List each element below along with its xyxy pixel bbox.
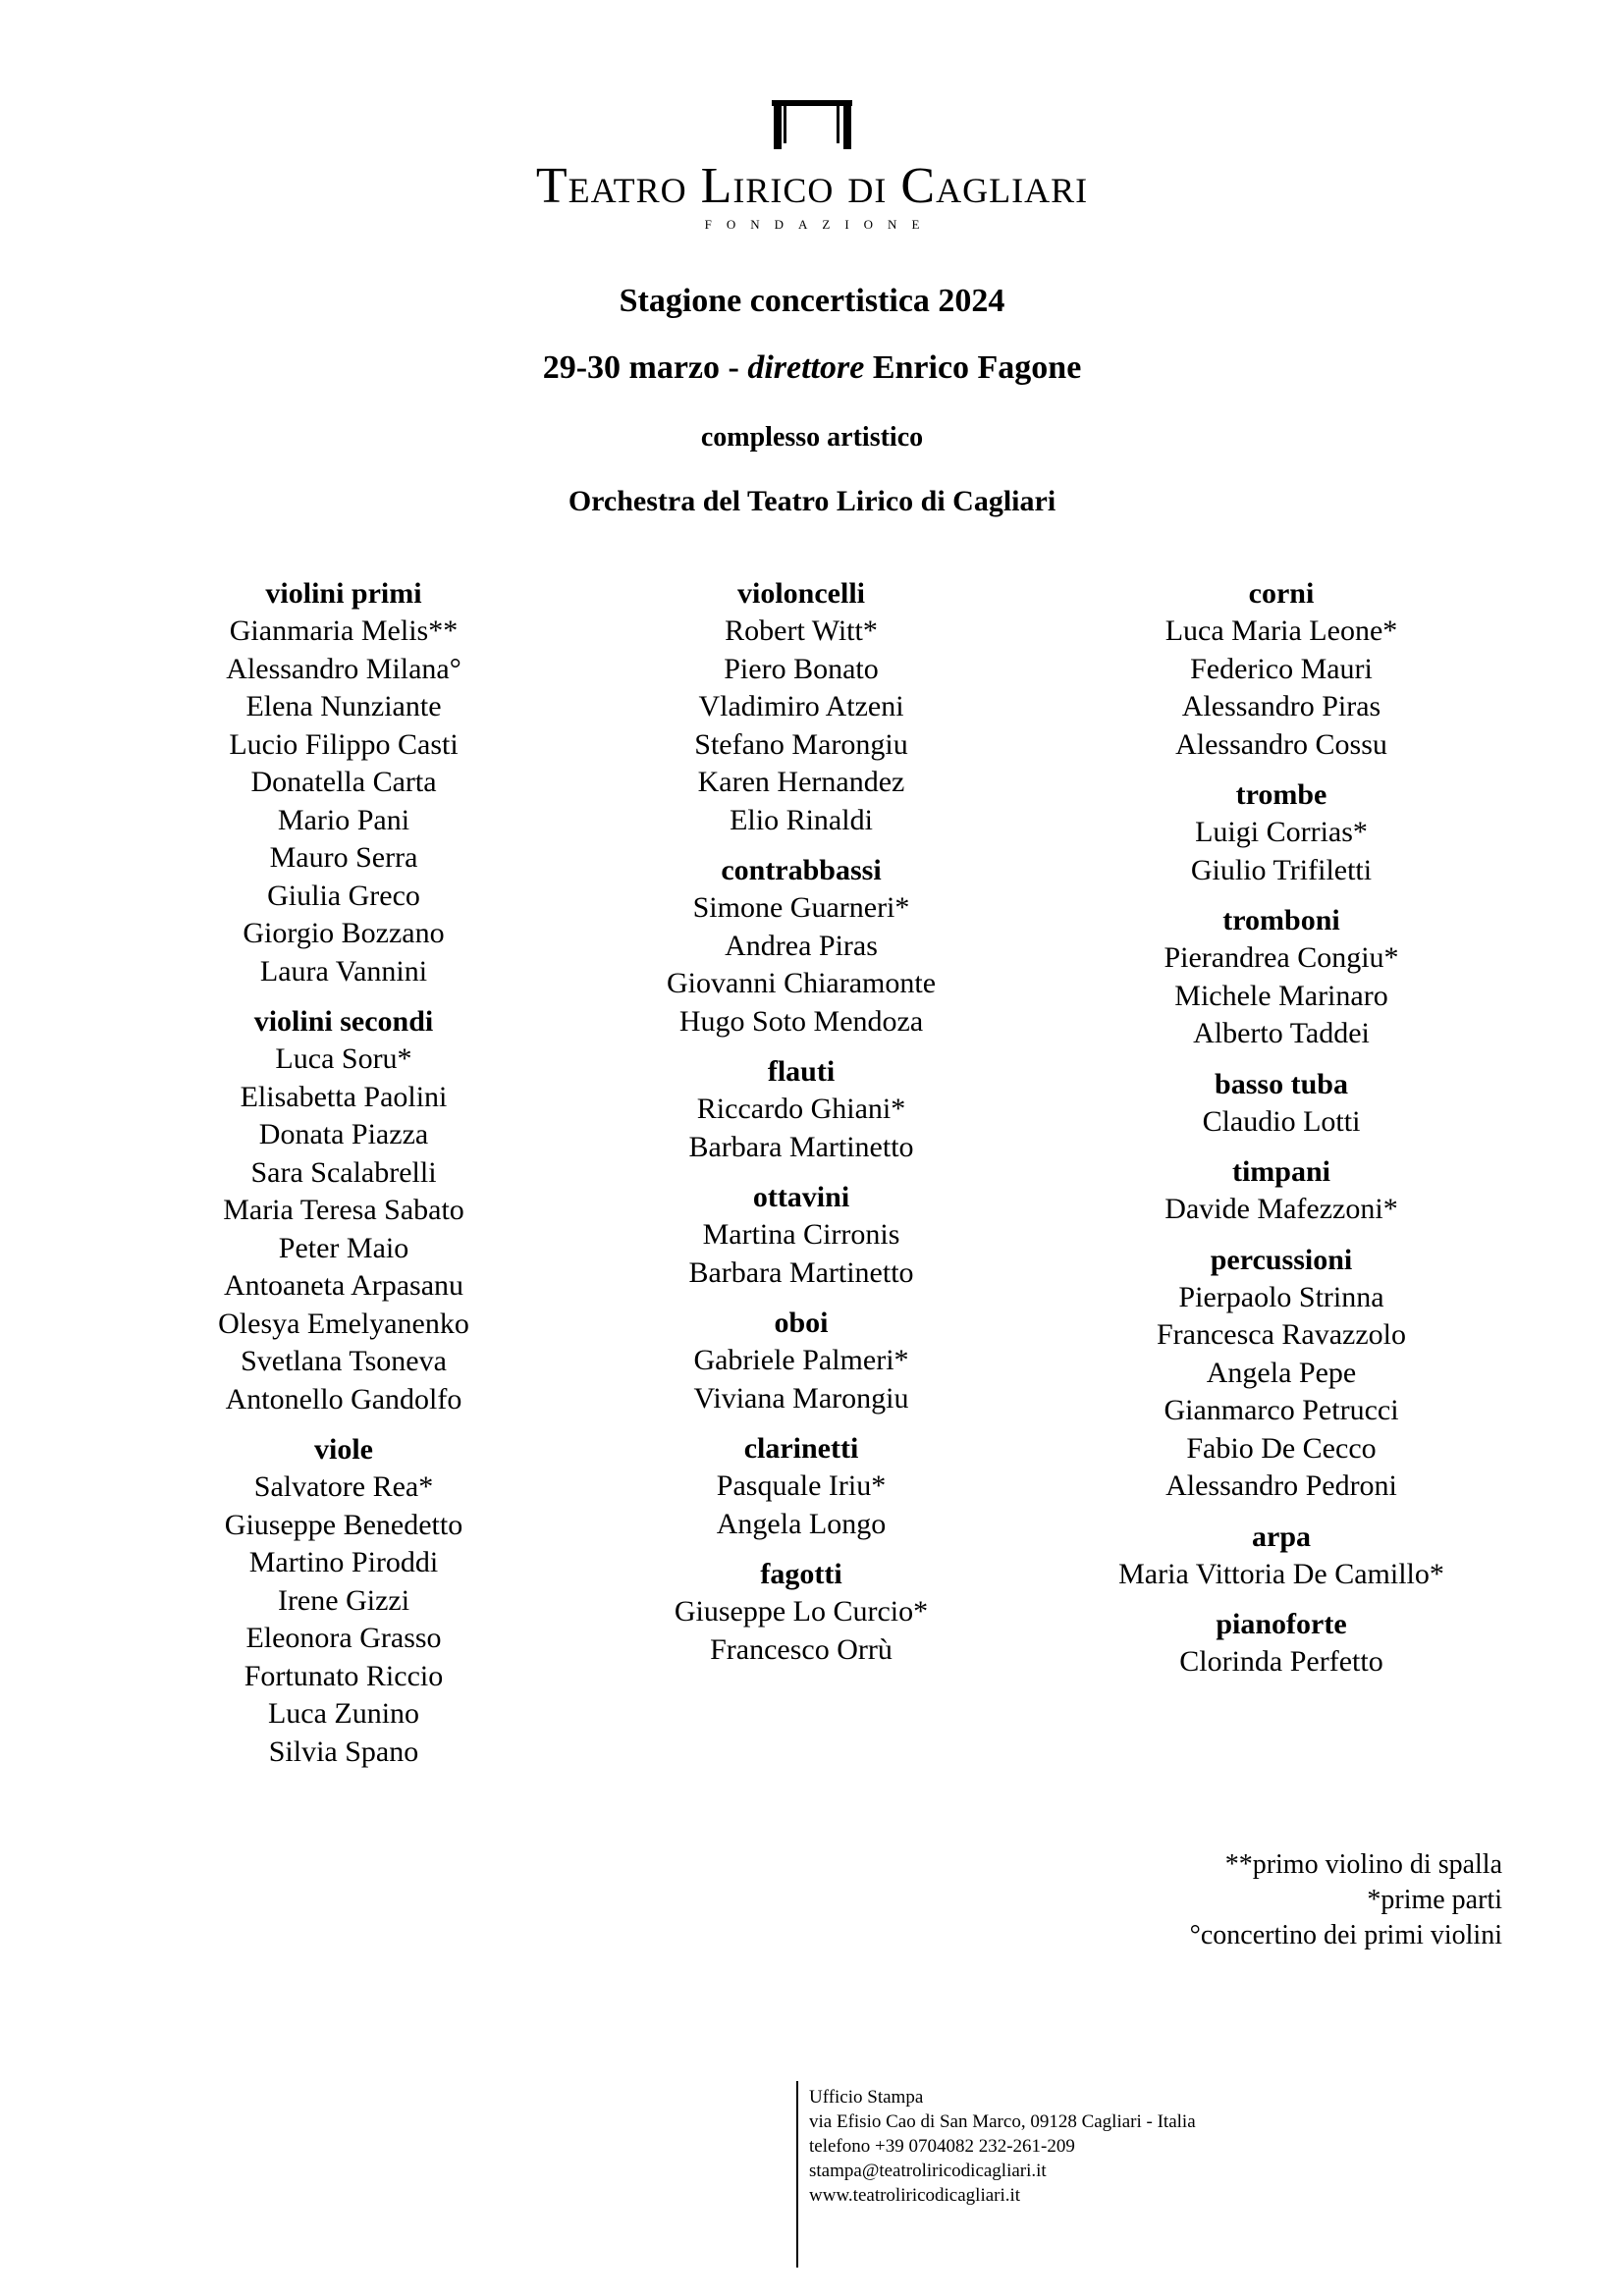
musician-name: Alessandro Cossu [1175,727,1387,761]
section-title: clarinetti [743,1432,859,1465]
conductor-name: Enrico Fagone [864,349,1082,386]
musician-name: Gabriele Palmeri* [693,1344,909,1376]
musician-name: Elisabetta Paolini [240,1080,448,1113]
instrument-section [1056,902,1507,1053]
concert-date: 29-30 marzo - [542,349,748,386]
section-title: pianoforte [1216,1608,1347,1640]
instrument-section [1056,1066,1507,1142]
section-title: oboi [774,1307,829,1339]
musician-name: Mauro Serra [269,841,418,874]
musician-name: Alessandro Pedroni [1165,1469,1397,1502]
musician-name: Barbara Martinetto [688,1255,914,1289]
section-title: flauti [767,1055,836,1088]
musician-name: Vladimiro Atzeni [698,690,904,722]
musician-name: Claudio Lotti [1202,1104,1361,1138]
musician-name: Karen Hernandez [697,766,905,798]
roster-column-1 [118,575,569,1784]
logo-subtitle: FONDAZIONE [704,217,935,232]
musician-name: Donatella Carta [250,766,437,798]
section-title: timpani [1231,1155,1331,1188]
musician-name: Giuseppe Lo Curcio* [674,1595,929,1628]
section-title: arpa [1252,1520,1311,1553]
section-title: fagotti [760,1558,842,1590]
press-office-footer [809,2085,1196,2208]
musician-name: Elena Nunziante [245,690,442,722]
musician-name: Giorgio Bozzano [243,917,445,949]
legend-item: *prime parti [1367,1885,1502,1915]
concert-line [0,349,1624,387]
musician-name: Giulia Greco [267,879,420,912]
conductor-role: direttore [747,349,865,386]
instrument-section [1056,776,1507,889]
musician-name: Antoaneta Arpasanu [223,1269,464,1302]
instrument-section [575,1430,1027,1543]
musician-name: Mario Pani [277,803,410,836]
legend [1190,1847,1502,1953]
musician-name: Giovanni Chiaramonte [666,967,937,999]
musician-name: Maria Vittoria De Camillo* [1118,1557,1444,1590]
musician-name: Irene Gizzi [277,1583,410,1617]
musician-name: Angela Pepe [1206,1356,1357,1389]
musician-name: Maria Teresa Sabato [223,1194,464,1226]
section-title: trombe [1235,778,1327,811]
musician-name: Peter Maio [278,1231,409,1264]
musician-name: Elio Rinaldi [730,803,873,836]
logo-title: Teatro Lirico di Cagliari [535,158,1089,214]
musician-name: Olesya Emelyanenko [218,1307,469,1340]
instrument-section [118,1431,569,1771]
musician-name: Gianmaria Melis** [229,614,459,647]
legend-item: **primo violino di spalla [1224,1849,1502,1880]
instrument-section [575,1305,1027,1417]
musician-name: Silvia Spano [268,1735,419,1768]
musician-name: Barbara Martinetto [688,1130,914,1163]
section-title: basso tuba [1215,1067,1348,1100]
musician-name: Alessandro Piras [1181,690,1381,722]
footer-divider [796,2081,798,2268]
musician-name: Simone Guarneri* [692,891,910,924]
season-title: Stagione concertistica 2024 [619,283,1005,319]
musician-name: Svetlana Tsoneva [241,1345,447,1377]
section-title: percussioni [1210,1243,1353,1276]
footer-address: via Efisio Cao di San Marco, 09128 Cagliari - Italia [809,2111,1196,2132]
instrument-section [1056,575,1507,764]
musician-name: Piero Bonato [724,652,879,685]
section-title: contrabbassi [721,854,882,886]
section-title: violini primi [265,577,422,610]
instrument-section [118,575,569,990]
musician-name: Francesca Ravazzolo [1156,1318,1407,1351]
instrument-section [118,1003,569,1418]
musician-name: Alessandro Milana° [226,652,461,685]
musician-name: Viviana Marongiu [693,1381,909,1415]
musician-name: Eleonora Grasso [245,1622,442,1654]
instrument-section [1056,1153,1507,1229]
musician-name: Fabio De Cecco [1186,1431,1377,1465]
footer-office: Ufficio Stampa [809,2087,924,2108]
section-title: tromboni [1222,904,1340,936]
instrument-section [575,1179,1027,1292]
instrument-section [575,1053,1027,1166]
musician-name: Luigi Corrias* [1195,816,1368,848]
musician-name: Robert Witt* [725,614,878,647]
musician-name: Fortunato Riccio [244,1659,444,1692]
musician-name: Giulio Trifiletti [1190,853,1373,886]
instrument-section [575,575,1027,839]
instrument-section [1056,1519,1507,1594]
musician-name: Alberto Taddei [1193,1017,1370,1049]
orchestra-name: Orchestra del Teatro Lirico di Cagliari [568,485,1056,517]
musician-name: Donata Piazza [258,1118,429,1150]
footer-website[interactable]: www.teatroliricodicagliari.it [809,2185,1021,2206]
musician-name: Martina Cirronis [702,1218,900,1251]
musician-name: Antonello Gandolfo [225,1382,462,1415]
musician-name: Pasquale Iriu* [716,1469,887,1502]
musician-name: Lucio Filippo Casti [229,727,459,761]
instrument-section [1056,1606,1507,1682]
musician-name: Riccardo Ghiani* [696,1093,906,1125]
musician-name: Laura Vannini [259,954,428,988]
musician-name: Michele Marinaro [1174,979,1388,1012]
section-title: violini secondi [253,1005,434,1038]
legend-item: °concertino dei primi violini [1189,1920,1502,1950]
musician-name: Martino Piroddi [248,1546,439,1578]
musician-name: Luca Zunino [267,1697,420,1730]
musician-name: Angela Longo [716,1507,887,1540]
musician-name: Giuseppe Benedetto [224,1508,463,1541]
musician-name: Pierandrea Congiu* [1164,941,1399,974]
musician-name: Francesco Orrù [710,1632,893,1666]
musician-name: Salvatore Rea* [253,1470,434,1503]
musician-name: Davide Mafezzoni* [1164,1193,1398,1225]
section-title: corni [1248,577,1315,610]
instrument-section [1056,1242,1507,1506]
musician-name: Sara Scalabrelli [250,1155,437,1189]
instrument-section [575,852,1027,1041]
musician-name: Andrea Piras [725,929,878,962]
musician-name: Luca Maria Leone* [1164,614,1398,647]
theatre-logo [0,98,1624,234]
musician-name: Clorinda Perfetto [1179,1645,1383,1678]
section-title: violoncelli [737,577,865,610]
musician-name: Gianmarco Petrucci [1164,1394,1399,1426]
instrument-section [575,1556,1027,1669]
roster-column-3 [1056,575,1507,1694]
footer-email[interactable]: stampa@teatroliricodicagliari.it [809,2161,1047,2181]
musician-name: Luca Soru* [275,1042,412,1075]
complex-label: complesso artistico [700,422,924,453]
roster-column-2 [575,575,1027,1682]
stage-curtain-icon [768,98,856,149]
musician-name: Hugo Soto Mendoza [678,1004,924,1038]
section-title: viole [314,1433,373,1466]
footer-phone: telefono +39 0704082 232-261-209 [809,2136,1075,2157]
musician-name: Pierpaolo Strinna [1178,1280,1384,1313]
musician-name: Federico Mauri [1190,652,1373,685]
section-title: ottavini [752,1181,850,1213]
musician-name: Stefano Marongiu [694,727,908,761]
